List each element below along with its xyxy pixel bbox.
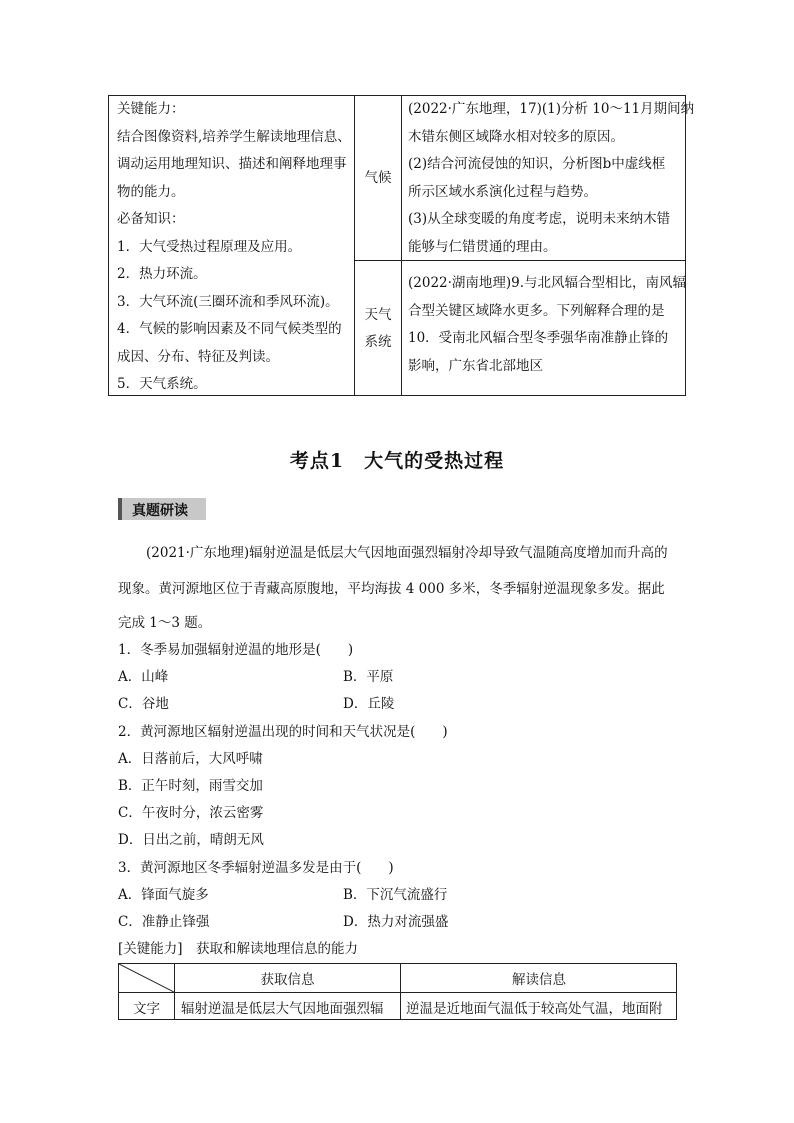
left-line: 5．天气系统。 bbox=[117, 376, 207, 392]
intro-line: (2021·广东地理)辐射逆温是低层大气因地面强烈辐射冷却导致气温随高度增加而升高的 bbox=[146, 545, 668, 561]
left-line: 物的能力。 bbox=[117, 183, 185, 200]
heading-number: 考点1 bbox=[289, 450, 345, 472]
climate-line: 能够与仁错贯通的理由。 bbox=[408, 238, 557, 255]
option-c[interactable]: C．午夜时分，浓云密雾 bbox=[118, 805, 264, 821]
option-b[interactable]: B．下沉气流盛行 bbox=[343, 887, 448, 903]
intro-line: 完成 1～3 题。 bbox=[118, 615, 212, 631]
intro-line: 现象。黄河源地区位于青藏高原腹地，平均海拔 4 000 多米，冬季辐射逆温现象多发。据此 bbox=[118, 581, 665, 597]
question-stem: 3．黄河源地区冬季辐射逆温多发是由于( ) bbox=[118, 860, 394, 876]
option-d[interactable]: D．热力对流强盛 bbox=[343, 914, 449, 930]
weather-line: (2022·湖南地理)9.与北风辐合型相比，南风辐 bbox=[408, 275, 687, 291]
climate-line: (3)从全球变暖的角度考虑，说明未来纳木错 bbox=[408, 211, 671, 227]
left-line: 1．大气受热过程原理及应用。 bbox=[117, 238, 302, 255]
info-table bbox=[118, 963, 677, 1020]
heading-title: 大气的受热过程 bbox=[364, 450, 505, 472]
weather-line: 10．受南北风辐合型冬季强华南准静止锋的 bbox=[408, 330, 669, 346]
climate-line: (2022·广东地理，17)(1)分析 10～11月期间纳 bbox=[408, 101, 695, 117]
left-line: 必备知识： bbox=[117, 211, 185, 227]
table-divider bbox=[119, 992, 676, 993]
question-stem: 1．冬季易加强辐射逆温的地形是( ) bbox=[118, 642, 354, 658]
weather-line: 影响，广东省北部地区 bbox=[408, 357, 543, 374]
weather-system-label-cell bbox=[355, 261, 401, 397]
option-b[interactable]: B．正午时刻，雨雪交加 bbox=[118, 778, 263, 794]
weather-label-1: 天气 bbox=[364, 307, 392, 323]
table-header-acquire: 获取信息 bbox=[260, 972, 315, 988]
climate-line: 所示区域水系演化过程与趋势。 bbox=[408, 183, 597, 200]
option-d[interactable]: D．丘陵 bbox=[343, 696, 395, 712]
table-row-label: 文字 bbox=[133, 1001, 160, 1017]
weather-label-2: 系统 bbox=[364, 334, 392, 350]
diagonal-header-line bbox=[119, 964, 174, 992]
table-header-interpret: 解读信息 bbox=[512, 972, 566, 988]
climate-line: 木错东侧区域降水相对较多的原因。 bbox=[408, 128, 624, 145]
table-divider bbox=[401, 96, 402, 395]
ability-knowledge-table bbox=[108, 95, 695, 396]
option-b[interactable]: B．平原 bbox=[343, 669, 394, 685]
table-cell: 辐射逆温是低层大气因地面强烈辐 bbox=[181, 1001, 384, 1017]
weather-content-cell bbox=[408, 270, 686, 380]
left-line: 调动运用地理知识、描述和阐释地理事 bbox=[117, 156, 347, 172]
question-stem: 2．黄河源地区辐射逆温出现的时间和天气状况是( ) bbox=[118, 724, 448, 740]
left-line: 4．气候的影响因素及不同气候类型的 bbox=[117, 321, 342, 337]
left-cell bbox=[117, 96, 351, 399]
climate-label: 气候 bbox=[364, 169, 392, 186]
left-line: 2．热力环流。 bbox=[117, 266, 207, 282]
left-line: 结合图像资料,培养学生解读地理信息、 bbox=[117, 128, 351, 145]
key-ability-label: [关键能力] 获取和解读地理信息的能力 bbox=[118, 941, 359, 957]
section-heading bbox=[0, 446, 794, 473]
section-tag-label: 真题研读 bbox=[132, 503, 188, 519]
climate-label-cell bbox=[355, 96, 401, 260]
left-line: 3．大气环流(三圈环流和季风环流)。 bbox=[117, 293, 339, 310]
option-c[interactable]: C．准静止锋强 bbox=[118, 914, 210, 930]
option-d[interactable]: D．日出之前，晴朗无风 bbox=[118, 832, 264, 848]
option-a[interactable]: A．日落前后，大风呼啸 bbox=[118, 751, 263, 767]
weather-line: 合型关键区域降水更多。下列解释合理的是 bbox=[408, 302, 665, 319]
climate-line: (2)结合河流侵蚀的知识，分析图b中虚线框 bbox=[408, 156, 666, 172]
left-line: 成因、分布、特征及判读。 bbox=[117, 348, 279, 365]
section-tag bbox=[118, 498, 206, 520]
left-line: 关键能力： bbox=[117, 101, 185, 117]
table-cell: 逆温是近地面气温低于较高处气温，地面附 bbox=[406, 1001, 663, 1017]
option-a[interactable]: A．山峰 bbox=[118, 669, 169, 685]
option-c[interactable]: C．谷地 bbox=[118, 696, 169, 712]
climate-content-cell bbox=[408, 96, 694, 261]
option-a[interactable]: A．锋面气旋多 bbox=[118, 887, 209, 903]
